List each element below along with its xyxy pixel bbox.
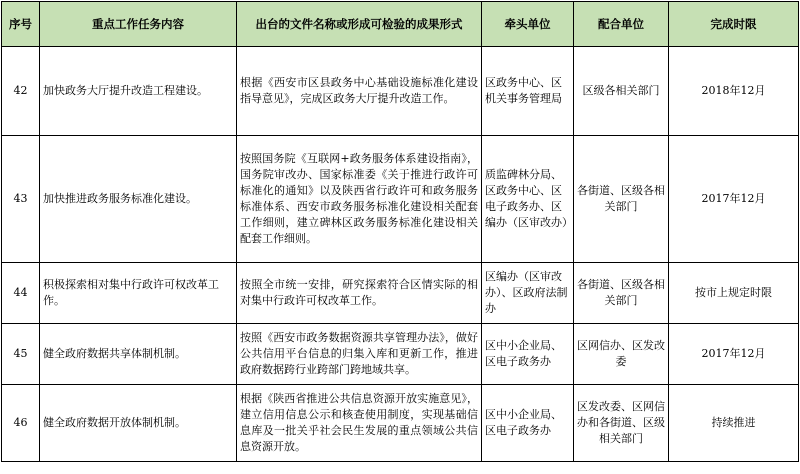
output-cell: 按照全市统一安排，研究探索符合区情实际的相对集中行政许可权改革工作。 xyxy=(237,263,482,324)
row-number: 45 xyxy=(2,324,40,385)
task-cell: 加快政务大厅提升改造工程建设。 xyxy=(40,47,237,136)
header-cooperate: 配合单位 xyxy=(574,2,669,47)
deadline-cell: 按市上规定时限 xyxy=(669,263,799,324)
output-cell: 根据《西安市区县政务中心基础设施标准化建设指导意见》，完成区政务大厅提升改造工作。 xyxy=(237,47,482,136)
table-row xyxy=(2,385,799,462)
deadline-cell: 2017年12月 xyxy=(669,136,799,263)
header-no: 序号 xyxy=(2,2,40,47)
lead-unit-cell: 区中小企业局、区电子政务办 xyxy=(482,385,574,462)
task-cell: 健全政府数据开放体制机制。 xyxy=(40,385,237,462)
cooperate-unit-cell: 区发改委、区网信办和各街道、区级相关部门 xyxy=(574,385,669,462)
lead-unit-cell: 区政务中心、区机关事务管理局 xyxy=(482,47,574,136)
table-row xyxy=(2,136,799,263)
row-number: 42 xyxy=(2,47,40,136)
task-cell: 加快推进政务服务标准化建设。 xyxy=(40,136,237,263)
deadline-cell: 2018年12月 xyxy=(669,47,799,136)
lead-unit-cell: 质监碑林分局、区政务中心、区电子政务办、区编办（区审改办） xyxy=(482,136,574,263)
output-cell: 按照《西安市政务数据资源共享管理办法》，做好公共信用平台信息的归集入库和更新工作，推进政府数据跨行业跨部门跨地域共享。 xyxy=(237,324,482,385)
row-number: 43 xyxy=(2,136,40,263)
cooperate-unit-cell: 各街道、区级各相关部门 xyxy=(574,136,669,263)
row-number: 46 xyxy=(2,385,40,462)
table-row xyxy=(2,324,799,385)
cooperate-unit-cell: 区级各相关部门 xyxy=(574,47,669,136)
deadline-cell: 持续推进 xyxy=(669,385,799,462)
output-cell: 按照国务院《互联网+政务服务体系建设指南》，国务院审改办、国家标准委《关于推进行政许可标准化的通知》以及陕西省行政许可和政务服务标准体系、西安市政务服务标准化建设相关配套工作细则，建立碑林区政务服务标准化建设相关配套工作细则。 xyxy=(237,136,482,263)
header-deadline: 完成时限 xyxy=(669,2,799,47)
task-cell: 健全政府数据共享体制机制。 xyxy=(40,324,237,385)
cooperate-unit-cell: 各街道、区级各相关部门 xyxy=(574,263,669,324)
task-table xyxy=(1,1,799,462)
header-output: 出台的文件名称或形成可检验的成果形式 xyxy=(237,2,482,47)
header-lead: 牵头单位 xyxy=(482,2,574,47)
deadline-cell: 2017年12月 xyxy=(669,324,799,385)
row-number: 44 xyxy=(2,263,40,324)
cooperate-unit-cell: 区网信办、区发改委 xyxy=(574,324,669,385)
lead-unit-cell: 区中小企业局、区电子政务办 xyxy=(482,324,574,385)
task-cell: 积极探索相对集中行政许可权改革工作。 xyxy=(40,263,237,324)
header-task: 重点工作任务内容 xyxy=(40,2,237,47)
header-row xyxy=(2,2,799,47)
lead-unit-cell: 区编办（区审改办）、区政府法制办 xyxy=(482,263,574,324)
table-row xyxy=(2,47,799,136)
table-row xyxy=(2,263,799,324)
output-cell: 根据《陕西省推进公共信息资源开放实施意见》，建立信用信息公示和核查使用制度，实现基础信息库及一批关乎社会民生发展的重点领域公共信息资源开放。 xyxy=(237,385,482,462)
